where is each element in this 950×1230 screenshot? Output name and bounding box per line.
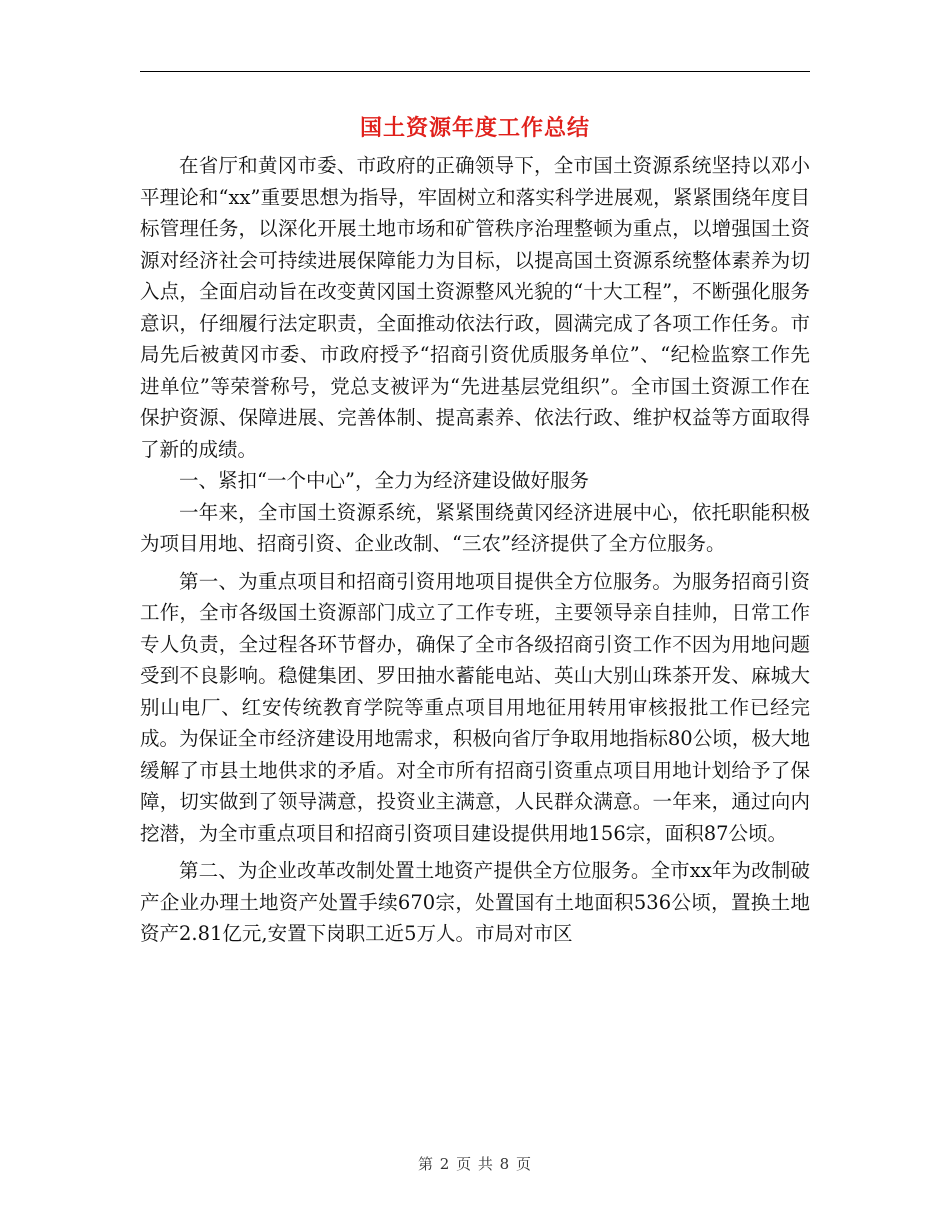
body-paragraph: 第一、为重点项目和招商引资用地项目提供全方位服务。为服务招商引资工作，全市各级国土资源部门成立了工作专班，主要领导亲自挂帅，日常工作专人负责，全过程各环节督办，确保了全市各级招商引资工作不因为用地问题受到不良影响。稳健集团、罗田抽水蓄能电站、英山大别山珠茶开发、麻城大别山电厂、红安传统教育学院等重点项目用地征用转用审核报批工作已经完成。为保证全市经济建设用地需求，积极向省厅争取用地指标80公顷，极大地缓解了市县土地供求的矛盾。对全市所有招商引资重点项目用地计划给予了保障，切实做到了领导满意，投资业主满意，人民群众满意。一年来，通过向内挖潜，为全市重点项目和招商引资项目建设提供用地156宗，面积87公顷。 bbox=[140, 569, 810, 845]
document-body bbox=[140, 150, 810, 950]
body-paragraph: 一年来，全市国土资源系统，紧紧围绕黄冈经济进展中心，依托职能积极为项目用地、招商引资、企业改制、“三农”经济提供了全方位服务。 bbox=[140, 500, 810, 555]
intro-paragraph: 在省厅和黄冈市委、市政府的正确领导下，全市国土资源系统坚持以邓小平理论和“xx”重要思想为指导，牢固树立和落实科学进展观，紧紧围绕年度目标管理任务，以深化开展土地市场和矿管秩序治理整顿为重点，以增强国土资源对经济社会可持续进展保障能力为目标，以提高国土资源系统整体素养为切入点，全面启动旨在改变黄冈国土资源整风光貌的“十大工程”，不断强化服务意识，仔细履行法定职责，全面推动依法行政，圆满完成了各项工作任务。市局先后被黄冈市委、市政府授予“招商引资优质服务单位”、“纪检监察工作先进单位”等荣誉称号，党总支被评为“先进基层党组织”。全市国土资源工作在保护资源、保障进展、完善体制、提高素养、依法行政、维护权益等方面取得了新的成绩。 bbox=[140, 154, 810, 461]
document-title: 国土资源年度工作总结 bbox=[359, 115, 590, 141]
section-heading: 一、紧扣“一个中心”，全力为经济建设做好服务 bbox=[179, 469, 589, 492]
header-rule bbox=[140, 71, 810, 72]
body-paragraph: 第二、为企业改革改制处置土地资产提供全方位服务。全市xx年为改制破产企业办理土地资产处置手续670宗，处置国有土地面积536公顷，置换土地资产2.81亿元,安置下岗职工近5万人。市局对市区 bbox=[140, 859, 810, 945]
page-number: 第 2 页 共 8 页 bbox=[418, 1155, 532, 1173]
